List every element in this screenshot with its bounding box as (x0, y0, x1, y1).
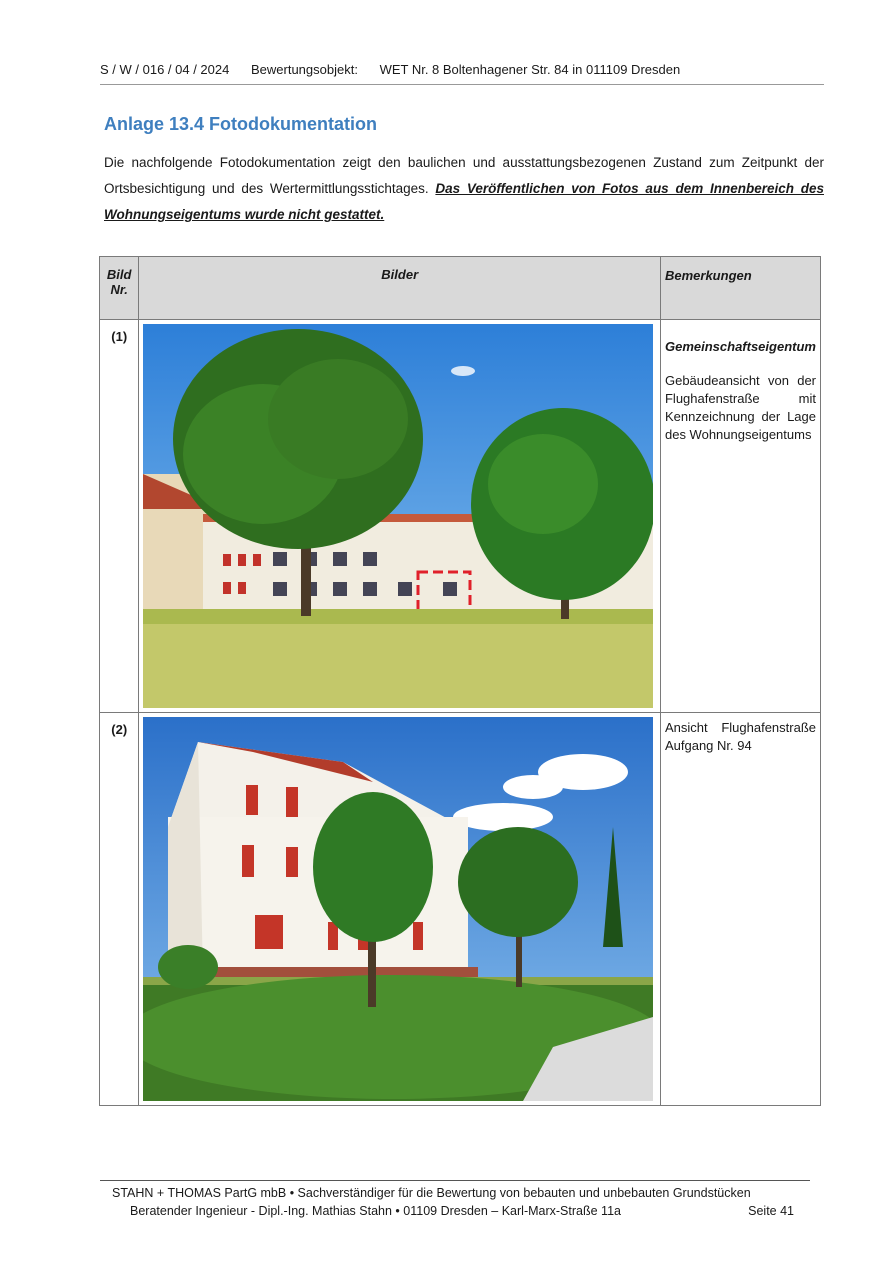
header-images: Bilder (139, 257, 661, 320)
intro-paragraph (104, 150, 824, 228)
photo-entrance-view (143, 717, 653, 1101)
table-row (100, 713, 821, 1106)
photo-building-view (143, 324, 653, 708)
footer-address: Beratender Ingenieur - Dipl.-Ing. Mathias Stahn • 01109 Dresden – Karl-Marx-Straße 11a (130, 1204, 621, 1218)
page-title: Anlage 13.4 Fotodokumentation (104, 114, 378, 134)
intro-text: Die nachfolgende Fotodokumentation zeigt den baulichen und ausstattungsbezogenen Zustand zum Zeitpunkt der Ortsbesichtigung und des Wertermittlungsstichtages. (104, 155, 824, 196)
intro-emphasis: Das Veröffentlichen von Fotos aus dem Innenbereich des Wohnungseigentums wurde nicht gestattet. (104, 181, 824, 222)
header-remarks: Bemerkungen (660, 257, 820, 320)
page-header (100, 62, 824, 77)
header-nr: Bild Nr. (100, 257, 139, 320)
object-label: Bewertungsobjekt: (250, 62, 358, 77)
page-number: Seite 41 (748, 1204, 794, 1218)
object-value: WET Nr. 8 Boltenhagener Str. 84 in 011109 Dresden (379, 62, 681, 77)
table-row (100, 320, 821, 713)
photo-number: (2) (111, 722, 128, 737)
header-divider (100, 84, 824, 85)
photo-number: (1) (111, 329, 128, 344)
remark-text: Gebäudeansicht von der Flughafenstraße mit Kennzeichnung der Lage des Wohnungseigentums (664, 373, 816, 442)
footer-address-line (130, 1204, 794, 1218)
footer-divider (100, 1180, 810, 1181)
footer-company-line: STAHN + THOMAS PartG mbB • Sachverständiger für die Bewertung von bebauten und unbebauten Grundstücken (112, 1186, 751, 1200)
report-reference: S / W / 016 / 04 / 2024 (100, 62, 230, 77)
remark-title: Gemeinschaftseigentum (664, 339, 816, 354)
remark-text: Ansicht Flughafenstraße Aufgang Nr. 94 (664, 720, 816, 753)
photo-table (99, 256, 821, 1106)
